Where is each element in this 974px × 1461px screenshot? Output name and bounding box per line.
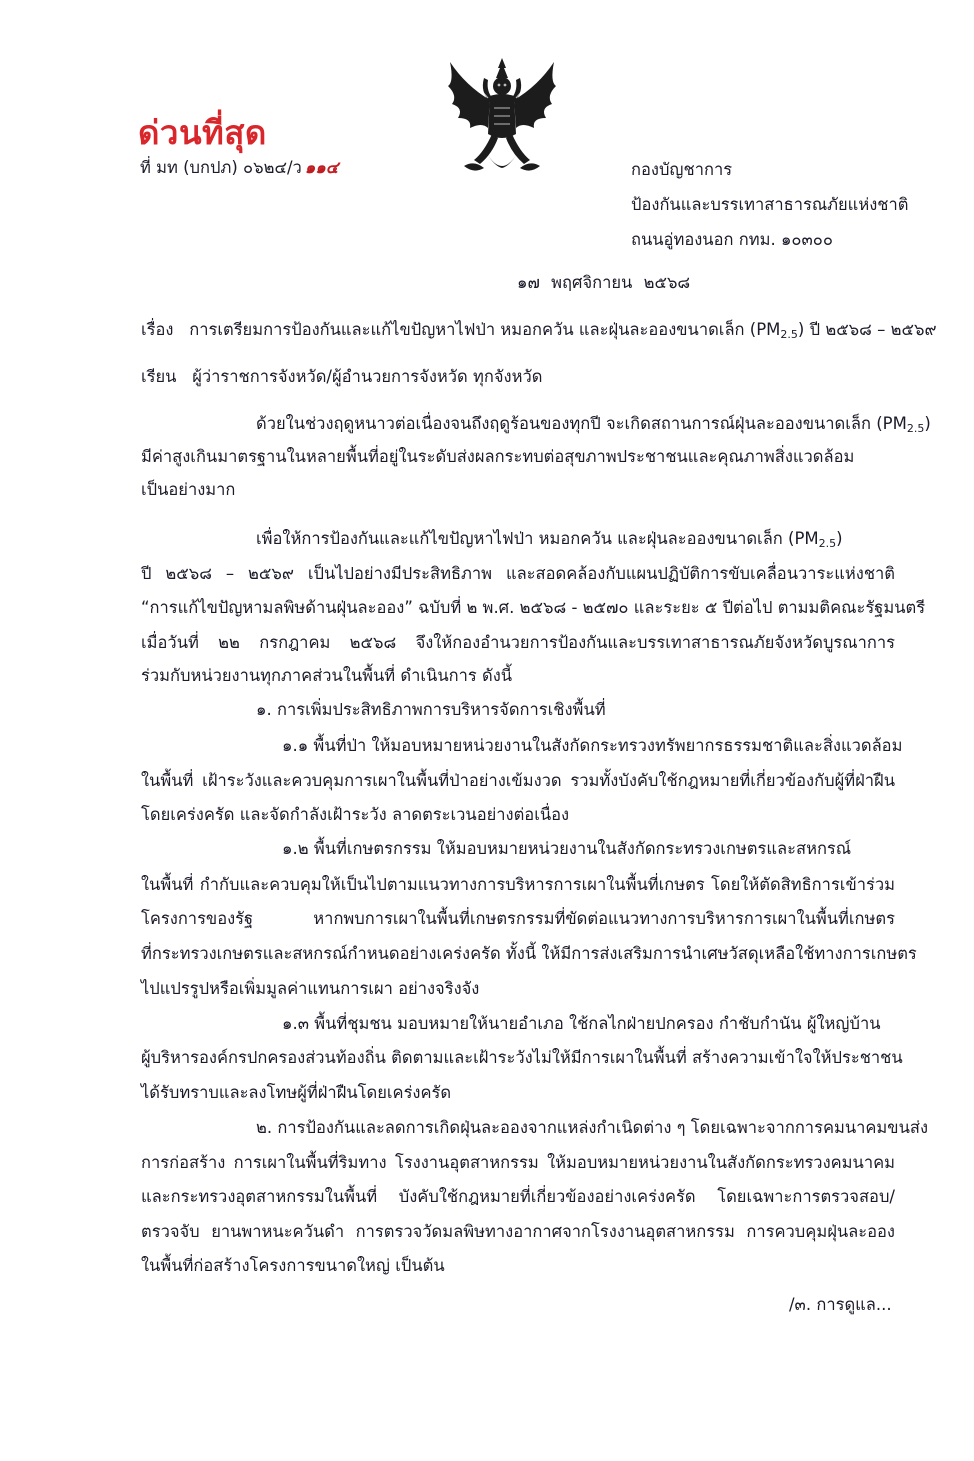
continued-marker: /๓. การดูแล...	[789, 1295, 892, 1314]
para2-line: ปี ๒๕๖๘ – ๒๕๖๙ เป็นไปอย่างมีประสิทธิภาพ และสอดคล้องกับแผนปฏิบัติการขับเคลื่อนวาระแห่งชาติ	[141, 564, 895, 583]
para2-text: เพื่อให้การป้องกันและแก้ไขปัญหาไฟป่า หมอกควัน และฝุ่นละอองขนาดเล็ก (PM	[256, 529, 819, 548]
para2-subscript: 2.5	[818, 537, 837, 550]
office-line: ถนนอู่ทองนอก กทม. ๑๐๓๐๐	[631, 230, 833, 249]
item2-line: และกระทรวงอุตสาหกรรมในพื้นที่ บังคับใช้กฎหมายที่เกี่ยวข้องอย่างเคร่งครัด โดยเฉพาะการตรวจสอบ/	[141, 1187, 895, 1206]
subject-line	[141, 317, 937, 343]
salutation-label: เรียน	[141, 367, 177, 386]
para1-line: เป็นอย่างมาก	[141, 480, 236, 499]
para2-line: ร่วมกับหน่วยงานทุกภาคส่วนในพื้นที่ ดำเนินการ ดังนี้	[141, 666, 513, 685]
item1-2-line: โครงการของรัฐ หากพบการเผาในพื้นที่เกษตรกรรมที่ขัดต่อแนวทางการบริหารการเผาในพื้นที่เกษตร	[141, 909, 895, 928]
urgency-heading: ด่วนที่สุด	[138, 113, 267, 152]
office-line: ป้องกันและบรรเทาสาธารณภัยแห่งชาติ	[631, 195, 909, 214]
para1-line: มีค่าสูงเกินมาตรฐานในหลายพื้นที่อยู่ในระดับส่งผลกระทบต่อสุขภาพประชาชนและคุณภาพสิ่งแวดล้อม	[141, 447, 855, 466]
salutation-line	[141, 364, 542, 390]
item1-3-line: ๑.๓ พื้นที่ชุมชน มอบหมายให้นายอำเภอ ใช้กลไกฝ่ายปกครอง กำชับกำนัน ผู้ใหญ่บ้าน	[282, 1014, 881, 1033]
item1-2-line: ที่กระทรวงเกษตรและสหกรณ์กำหนดอย่างเคร่งครัด ทั้งนี้ ให้มีการส่งเสริมการนำเศษวัสดุเหลือใช้ทางการเกษตร	[141, 944, 917, 963]
document-date: ๑๗ พฤศจิกายน ๒๕๖๘	[517, 273, 691, 292]
reference-number	[140, 155, 338, 181]
issuing-office	[631, 152, 908, 257]
item1-2-line: ๑.๒ พื้นที่เกษตรกรรม ให้มอบหมายหน่วยงานในสังกัดกระทรวงเกษตรและสหกรณ์	[282, 839, 852, 858]
item1-1-line: ในพื้นที่ เฝ้าระวังและควบคุมการเผาในพื้นที่ป่าอย่างเข้มงวด รวมทั้งบังคับใช้กฎหมายที่เกี่ยวข้องกับผู้ที่ฝ่าฝืน	[141, 771, 895, 790]
subject-label: เรื่อง	[141, 320, 174, 339]
item2-line: การก่อสร้าง การเผาในพื้นที่ริมทาง โรงงานอุตสาหกรรม ให้มอบหมายหน่วยงานในสังกัดกระทรวงคมนาคม	[141, 1153, 895, 1172]
garuda-emblem-icon	[444, 56, 560, 180]
para1-text-end: )	[924, 414, 931, 433]
item1-2-line: ในพื้นที่ กำกับและควบคุมให้เป็นไปตามแนวทางการบริหารการเผาในพื้นที่เกษตร โดยให้ตัดสิทธิการเข้าร่วม	[141, 875, 895, 894]
para1-line	[256, 411, 931, 437]
subject-text: การเตรียมการป้องกันและแก้ไขปัญหาไฟป่า หมอกควัน และฝุ่นละอองขนาดเล็ก (PM	[189, 320, 781, 339]
para2-text-end: )	[836, 529, 843, 548]
item1-title: ๑. การเพิ่มประสิทธิภาพการบริหารจัดการเชิงพื้นที่	[256, 700, 606, 719]
reference-number-handwritten: ๑๑๔	[304, 158, 339, 177]
office-line: กองบัญชาการ	[631, 160, 733, 179]
subject-text-end: ) ปี ๒๕๖๘ – ๒๕๖๙	[797, 320, 937, 339]
para2-line: เมื่อวันที่ ๒๒ กรกฎาคม ๒๕๖๘ จึงให้กองอำนวยการป้องกันและบรรเทาสาธารณภัยจังหวัดบูรณาการ	[141, 633, 895, 652]
item2-line: ในพื้นที่ก่อสร้างโครงการขนาดใหญ่ เป็นต้น	[141, 1256, 445, 1275]
item1-3-line: ได้รับทราบและลงโทษผู้ที่ฝ่าฝืนโดยเคร่งครัด	[141, 1083, 452, 1102]
para2-line: “การแก้ไขปัญหามลพิษด้านฝุ่นละออง” ฉบับที่ ๒ พ.ศ. ๒๕๖๘ - ๒๕๗๐ และระยะ ๕ ปีต่อไป ตามมติคณะรัฐมนตรี	[141, 598, 926, 617]
para1-text: ด้วยในช่วงฤดูหนาวต่อเนื่องจนถึงฤดูร้อนของทุกปี จะเกิดสถานการณ์ฝุ่นละอองขนาดเล็ก (PM	[256, 414, 907, 433]
subject-subscript: 2.5	[780, 328, 798, 341]
salutation-text: ผู้ว่าราชการจังหวัด/ผู้อำนวยการจังหวัด ทุกจังหวัด	[192, 367, 543, 386]
para1-subscript: 2.5	[906, 422, 925, 435]
item2-line: ตรวจจับ ยานพาหนะควันดำ การตรวจวัดมลพิษทางอากาศจากโรงงานอุตสาหกรรม การควบคุมฝุ่นละออง	[141, 1222, 895, 1241]
item1-1-line: ๑.๑ พื้นที่ป่า ให้มอบหมายหน่วยงานในสังกัดกระทรวงทรัพยากรธรรมชาติและสิ่งแวดล้อม	[282, 736, 903, 755]
reference-number-text: ที่ มท (บกปภ) ๐๖๒๔/ว	[140, 158, 302, 177]
item1-1-line: โดยเคร่งครัด และจัดกำลังเฝ้าระวัง ลาดตระเวนอย่างต่อเนื่อง	[141, 805, 570, 824]
item1-2-line: ไปแปรรูปหรือเพิ่มมูลค่าแทนการเผา อย่างจริงจัง	[141, 979, 480, 998]
item2-line: ๒. การป้องกันและลดการเกิดฝุ่นละอองจากแหล่งกำเนิดต่าง ๆ โดยเฉพาะจากการคมนาคมขนส่ง	[256, 1118, 928, 1137]
para2-line	[256, 526, 843, 552]
item1-3-line: ผู้บริหารองค์กรปกครองส่วนท้องถิ่น ติดตามและเฝ้าระวังไม่ให้มีการเผาในพื้นที่ สร้างความเข้าใจให้ประชาชน	[141, 1048, 903, 1067]
